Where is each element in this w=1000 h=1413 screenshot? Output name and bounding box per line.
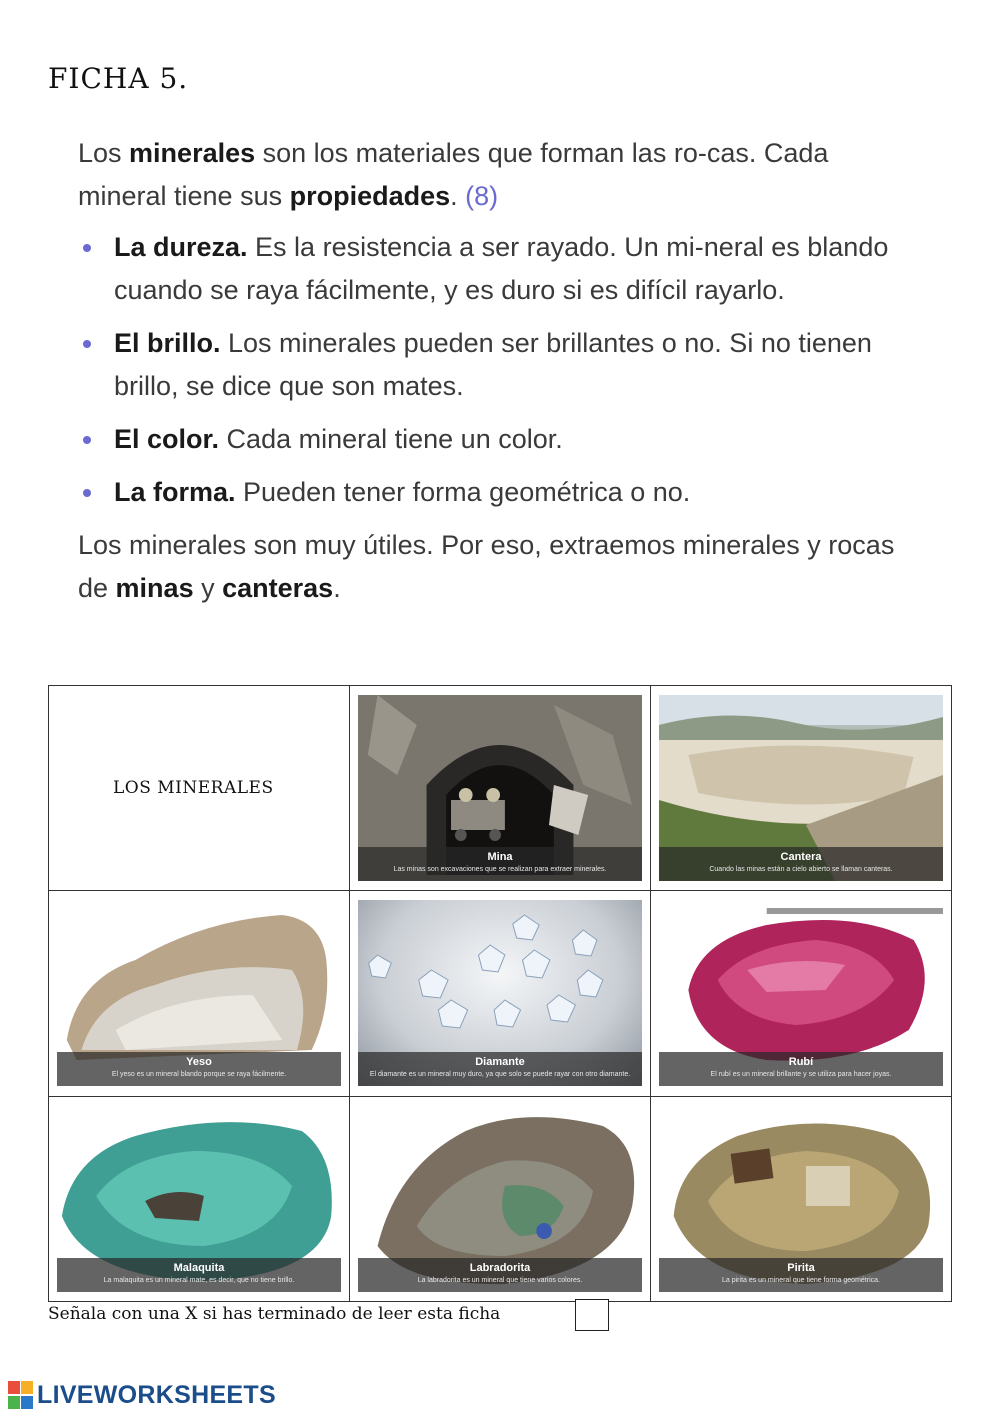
- intro-paragraph: Los minerales son los materiales que forman las ro-cas. Cada mineral tiene sus propiedades. (8): [78, 138, 829, 211]
- outro-paragraph: Los minerales son muy útiles. Por eso, extraemos minerales y rocas de minas y canteras.: [78, 530, 895, 603]
- photo-caption: Pirita La pirita es un mineral que tiene forma geométrica.: [659, 1258, 943, 1292]
- photo-caption: Rubí El rubí es un mineral brillante y se utiliza para hacer joyas.: [659, 1052, 943, 1086]
- card-cantera: [651, 686, 952, 891]
- photo-caption: Yeso El yeso es un mineral blando porque se raya fácilmente.: [57, 1052, 341, 1086]
- photo-caption: Malaquita La malaquita es un mineral mate, es decir, que no tiene brillo.: [57, 1258, 341, 1292]
- ruby-photo: [659, 900, 943, 1086]
- reading-text: [78, 132, 898, 618]
- property-shape: La forma. Pueden tener forma geométrica o no.: [78, 471, 898, 514]
- brand-name: LIVEWORKSHEETS: [37, 1380, 276, 1409]
- photo-caption: Mina Las minas son excavaciones que se realizan para extraer minerales.: [358, 847, 642, 881]
- photo-caption: Labradorita La labradorita es un mineral que tiene varios colores.: [358, 1258, 642, 1292]
- malachite-photo: [57, 1106, 341, 1292]
- card-diamante: [350, 891, 651, 1096]
- gypsum-photo: [57, 900, 341, 1086]
- card-rubi: [651, 891, 952, 1096]
- photo-caption: Diamante El diamante es un mineral muy duro, ya que solo se puede rayar con otro diamante.: [358, 1052, 642, 1086]
- card-yeso: [49, 891, 350, 1096]
- property-luster: El brillo. Los minerales pueden ser brillantes o no. Si no tienen brillo, se dice que son mates.: [78, 322, 898, 408]
- mine-photo: [358, 695, 642, 881]
- diamond-photo: [358, 900, 642, 1086]
- card-mina: [350, 686, 651, 891]
- property-color: El color. Cada mineral tiene un color.: [78, 418, 898, 461]
- liveworksheets-logo-icon: [8, 1381, 34, 1409]
- grid-label: LOS MINERALES: [49, 686, 350, 891]
- card-malaquita: [49, 1096, 350, 1301]
- page-reference: (8): [465, 181, 499, 211]
- labradorite-photo: [358, 1106, 642, 1292]
- completion-checkbox[interactable]: [575, 1299, 609, 1331]
- card-labradorita: [350, 1096, 651, 1301]
- pyrite-photo: [659, 1106, 943, 1292]
- properties-list: [78, 226, 898, 514]
- quarry-photo: [659, 695, 943, 881]
- property-hardness: La dureza. Es la resistencia a ser rayado. Un mi-neral es blando cuando se raya fácilmente, y es duro si es difícil rayarlo.: [78, 226, 898, 312]
- worksheet-title: FICHA 5.: [48, 62, 189, 95]
- photo-caption: Cantera Cuando las minas están a cielo abierto se llaman canteras.: [659, 847, 943, 881]
- card-pirita: [651, 1096, 952, 1301]
- completion-instruction: Señala con una X si has terminado de leer esta ficha: [48, 1304, 501, 1324]
- brand-footer: [8, 1380, 276, 1410]
- minerals-grid: [48, 685, 952, 1302]
